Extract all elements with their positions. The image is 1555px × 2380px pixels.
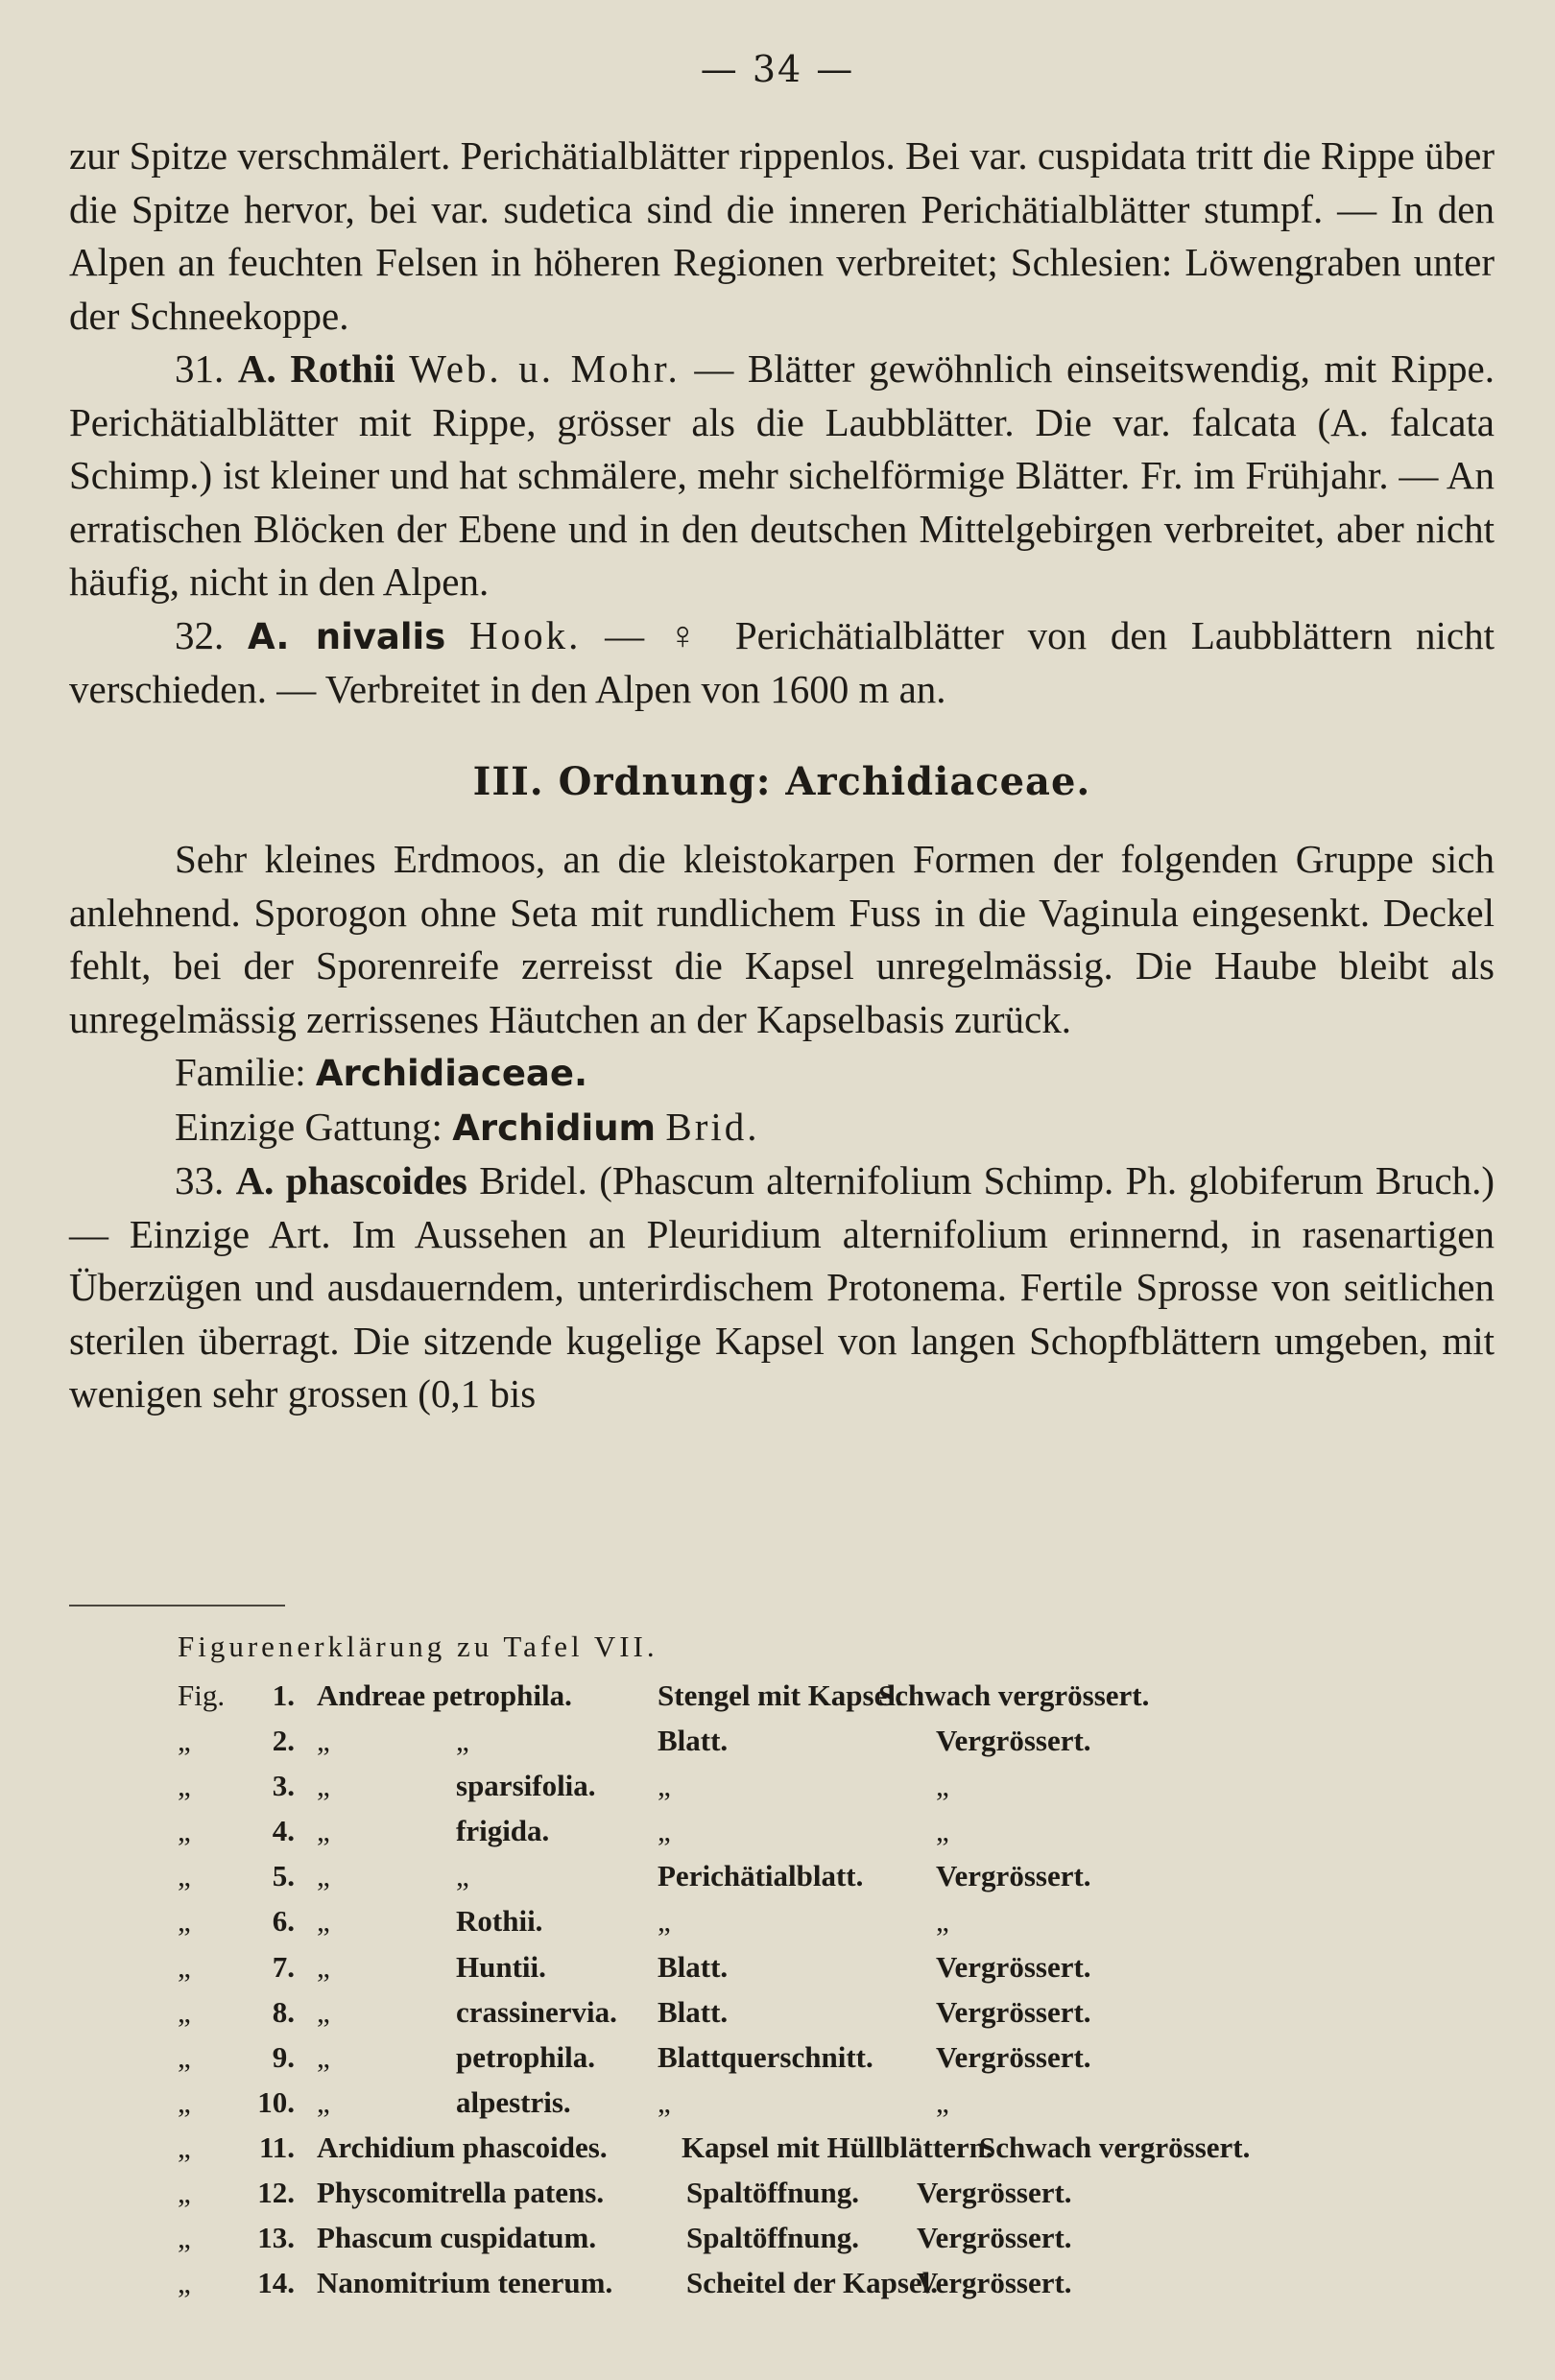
- figure-number: 13.: [257, 2221, 295, 2255]
- figure-species: „: [317, 2039, 330, 2074]
- figure-number: 3.: [272, 1769, 295, 1803]
- species-number: 32.: [175, 612, 225, 657]
- figure-part: Blattquerschnitt.: [658, 2039, 873, 2074]
- species-number: 33.: [175, 1158, 225, 1202]
- genus-name: Archidium: [452, 1107, 657, 1149]
- figure-species: „: [317, 1994, 330, 2029]
- figure-part: „: [658, 2084, 671, 2119]
- figure-part: Kapsel mit Hüllblättern.: [682, 2130, 993, 2164]
- figure-prefix: „: [178, 1859, 191, 1893]
- figure-prefix: „: [178, 2039, 191, 2074]
- figure-legend-row: [178, 1673, 1502, 1718]
- figure-magnification: „: [936, 2084, 949, 2119]
- figure-number: 5.: [272, 1859, 295, 1893]
- figure-part: Spaltöffnung.: [686, 2176, 860, 2210]
- figure-number: 7.: [272, 1949, 295, 1984]
- figure-species-epithet: Rothii.: [456, 1904, 543, 1939]
- species-author: Web. u. Mohr.: [409, 346, 681, 391]
- figure-number: 4.: [272, 1814, 295, 1848]
- figure-species-epithet: frigida.: [456, 1814, 550, 1848]
- figure-magnification: Vergrössert.: [917, 2221, 1072, 2255]
- figure-number: 14.: [257, 2266, 295, 2300]
- figure-legend-row: [178, 1763, 1502, 1808]
- figure-magnification: Vergrössert.: [936, 2039, 1091, 2074]
- figure-part: Stengel mit Kapsel.: [658, 1678, 903, 1712]
- species-entry-phascoides: [69, 1154, 1495, 1421]
- species-number: 31.: [175, 346, 225, 391]
- paragraph-continuation: zur Spitze verschmälert. Perichätialblätter rippenlos. Bei var. cuspidata tritt die Rippe über die Spitze hervor, bei var. sudetica sind die inneren Perichätialblätter stumpf. — In den Alpen an feuchten Felsen in höheren Regionen verbreitet; Schlesien: Löwengraben unter der Schneekoppe.: [69, 133, 1495, 338]
- figure-part: „: [658, 1769, 671, 1803]
- figure-magnification: Vergrössert.: [917, 2266, 1072, 2300]
- figure-legend: [178, 1627, 1502, 2305]
- figure-species: Phascum cuspidatum.: [317, 2221, 597, 2255]
- figure-legend-row: [178, 2260, 1502, 2305]
- figure-magnification: „: [936, 1814, 949, 1848]
- figure-number: 9.: [272, 2039, 295, 2074]
- figure-part: Blatt.: [658, 1724, 729, 1758]
- figure-prefix: Fig.: [178, 1678, 226, 1712]
- figure-number: 6.: [272, 1904, 295, 1939]
- figure-species: „: [317, 1769, 330, 1803]
- figure-species: „: [317, 2084, 330, 2119]
- figure-legend-row: [178, 1718, 1502, 1763]
- figure-prefix: „: [178, 1769, 191, 1803]
- section-heading: III. Ordnung: Archidiaceae.: [472, 758, 1091, 804]
- figure-species-epithet: „: [456, 1724, 469, 1758]
- figure-prefix: „: [178, 1994, 191, 2029]
- figure-species: Physcomitrella patens.: [317, 2176, 605, 2210]
- figure-legend-row: [178, 1808, 1502, 1853]
- family-label: Familie:: [175, 1050, 306, 1094]
- figure-prefix: „: [178, 2130, 191, 2164]
- figure-legend-row: [178, 2035, 1502, 2080]
- figure-number: 2.: [272, 1724, 295, 1758]
- figure-legend-row: [178, 1989, 1502, 2035]
- figure-magnification: „: [936, 1904, 949, 1939]
- species-description: — Blätter gewöhnlich einseitswendig, mit Rippe. Perichätialblätter mit Rippe, grösser als die Laubblätter. Die var. falcata (A. falcata Schimp.) ist kleiner und hat schmälere, mehr sichelförmige Blätter. Fr. im Frühjahr. — An erratischen Blöcken der Ebene und in den deutschen Mittelgebirgen verbreitet, aber nicht häufig, nicht in den Alpen.: [69, 346, 1495, 604]
- figure-prefix: „: [178, 1724, 191, 1758]
- figure-species-epithet: petrophila.: [456, 2039, 595, 2074]
- species-name: A. Rothii: [237, 346, 395, 391]
- genus-label: Einzige Gattung:: [175, 1104, 443, 1149]
- figure-legend-row: [178, 1944, 1502, 1989]
- figure-prefix: „: [178, 1814, 191, 1848]
- figure-species-epithet: Huntii.: [456, 1949, 546, 1984]
- species-author: Bridel.: [479, 1158, 587, 1202]
- figure-number: 1.: [272, 1678, 295, 1712]
- figure-magnification: Schwach vergrössert.: [979, 2130, 1251, 2164]
- figure-species: „: [317, 1814, 330, 1848]
- page-number: — 34 —: [700, 48, 855, 90]
- species-name: A. nivalis: [248, 615, 446, 657]
- figure-legend-row: [178, 2080, 1502, 2125]
- species-entry-rothii: [69, 343, 1495, 609]
- figure-legend-row: [178, 2125, 1502, 2170]
- genus-line: [69, 1101, 1495, 1155]
- figure-species-epithet: „: [456, 1859, 469, 1893]
- figure-magnification: „: [936, 1769, 949, 1803]
- figure-legend-row: [178, 2215, 1502, 2260]
- figure-legend-rows: [178, 1673, 1502, 2305]
- genus-author: Brid.: [665, 1104, 760, 1149]
- species-author: Hook.: [469, 612, 582, 657]
- figure-part: „: [658, 1814, 671, 1848]
- figure-number: 11.: [258, 2130, 295, 2164]
- family-name: Archidiaceae.: [315, 1053, 588, 1094]
- main-text: [69, 130, 1495, 1421]
- figure-species: Archidium phascoides.: [317, 2130, 608, 2164]
- figure-prefix: „: [178, 2176, 191, 2210]
- figure-number: 8.: [272, 1994, 295, 2029]
- figure-prefix: „: [178, 1904, 191, 1939]
- figure-part: Spaltöffnung.: [686, 2221, 860, 2255]
- figure-prefix: „: [178, 1949, 191, 1984]
- figure-species: „: [317, 1859, 330, 1893]
- species-description: — ♀ Perichätialblätter von den Laubblättern nicht verschieden. — Verbreitet in den Alpen von 1600 m an.: [69, 612, 1495, 711]
- figure-prefix: „: [178, 2266, 191, 2300]
- species-entry-nivalis: [69, 609, 1495, 717]
- figure-part: Perichätialblatt.: [658, 1859, 864, 1893]
- figure-species: „: [317, 1724, 330, 1758]
- figure-species: „: [317, 1904, 330, 1939]
- figure-part: Blatt.: [658, 1949, 729, 1984]
- figure-species: Andreae petrophila.: [317, 1678, 572, 1712]
- figure-magnification: Vergrössert.: [936, 1724, 1091, 1758]
- figure-legend-row: [178, 2170, 1502, 2215]
- figure-species: „: [317, 1949, 330, 1984]
- figure-number: 12.: [257, 2176, 295, 2210]
- figure-species-epithet: alpestris.: [456, 2084, 571, 2119]
- footnote-rule: [69, 1605, 285, 1606]
- figure-legend-title: Figurenerklärung zu Tafel VII.: [178, 1630, 658, 1663]
- species-name: A. phascoides: [235, 1158, 467, 1202]
- figure-species-epithet: crassinervia.: [456, 1994, 617, 2029]
- figure-magnification: Schwach vergrössert.: [878, 1678, 1150, 1712]
- figure-prefix: „: [178, 2221, 191, 2255]
- figure-magnification: Vergrössert.: [917, 2176, 1072, 2210]
- order-description: Sehr kleines Erdmoos, an die kleistokarpen Formen der folgenden Gruppe sich anlehnend. Sporogon ohne Seta mit rundlichem Fuss in die Vaginula eingesenkt. Deckel fehlt, bei der Sporenreife zerreisst die Kapsel unregelmässig. Die Haube bleibt als unregelmässig zerrissenes Häutchen an der Kapselbasis zurück.: [69, 837, 1495, 1041]
- figure-part: „: [658, 1904, 671, 1939]
- figure-prefix: „: [178, 2084, 191, 2119]
- figure-number: 10.: [257, 2084, 295, 2119]
- figure-species: Nanomitrium tenerum.: [317, 2266, 613, 2300]
- figure-magnification: Vergrössert.: [936, 1949, 1091, 1984]
- figure-part: Scheitel der Kapsel.: [686, 2266, 939, 2300]
- figure-species-epithet: sparsifolia.: [456, 1769, 596, 1803]
- figure-part: Blatt.: [658, 1994, 729, 2029]
- figure-legend-row: [178, 1898, 1502, 1943]
- figure-magnification: Vergrössert.: [936, 1859, 1091, 1893]
- figure-legend-row: [178, 1853, 1502, 1898]
- species-description: (Phascum alternifolium Schimp. Ph. globiferum Bruch.) — Einzige Art. Im Aussehen an Pleuridium alternifolium erinnernd, in rasenartigen Überzügen und ausdauerndem, unterirdischem Protonema. Fertile Sprosse von seitlichen sterilen überragt. Die sitzende kugelige Kapsel von langen Schopfblättern umgeben, mit wenigen sehr grossen (0,1 bis: [69, 1158, 1495, 1416]
- figure-magnification: Vergrössert.: [936, 1994, 1091, 2029]
- family-line: [69, 1046, 1495, 1101]
